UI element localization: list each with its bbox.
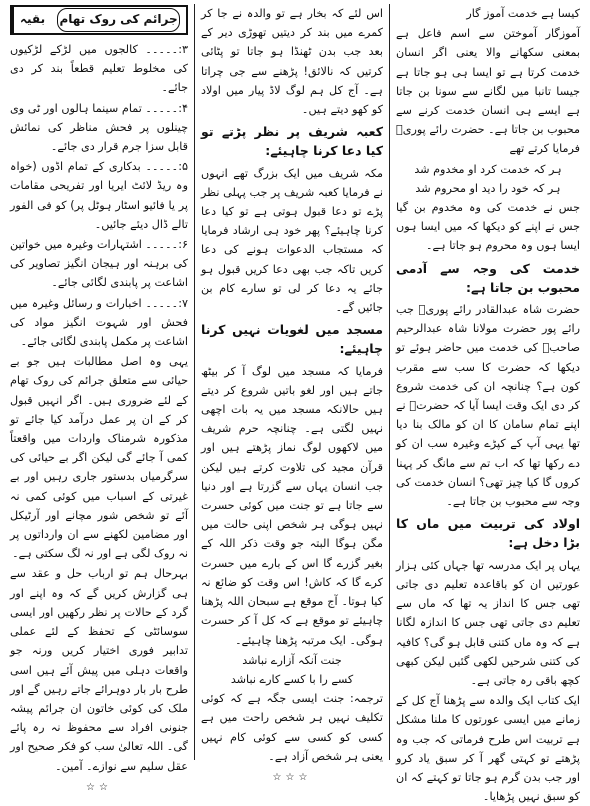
right-column xyxy=(390,4,586,804)
middle-column xyxy=(194,4,390,783)
section-heading: اولاد کی تربیت میں ماں کا بڑا دخل ہے: xyxy=(396,516,580,551)
section-heading: خدمت کی وجہ سے آدمی محبوب بن جاتا ہے: xyxy=(396,260,580,295)
paragraph: مکہ شریف میں ایک بزرگ تھے انہوں نے فرمایا کعبہ شریف پر جب پہلی نظر پڑے تو دعا قبول ہوتی ہے تو کیا دعا کرنا چاہیئے؟ پھر خود ہی ارشاد فرمایا کہ مستجاب الدعوات ہونے کی دعا کریں تاکہ جب بھی دعا کریں قبول ہو جائے یہ دعا کر لی تو سارے کام بن جائیں گے۔ xyxy=(201,166,383,315)
paragraph: جس نے خدمت کی وہ مخدوم بن گیا جس نے اپنے کو دیکھا کہ میں ایسا ہوں ایسا ہوں وہ محروم ہو جاتا ہے۔ xyxy=(396,201,580,253)
paragraph: فرمایا کہ مسجد میں لوگ آ کر بیٹھ جاتے ہیں اور لغو باتیں شروع کر دیتے ہیں حالانکہ مسجد میں یہ بات اچھی نہیں لگتی ہے۔ چنانچہ حرم شریف میں لاکھوں لوگ نماز پڑھتے ہیں اور قرآن مجید کی تلاوت کرتے ہیں لیکن جب انسان یہاں سے گزرتا ہے اور دنیا سے جاتا ہے تو جنت میں کوئی حسرت نہیں ہوگی ہر شخص اپنی حالت میں مگن ہوگا البتہ جو وقت ذکر اللہ کے بغیر گزرے گا اس کے بارے میں حسرت کرے گا کہ کاش! اس وقت کو ضائع نہ کیا ہوتا۔ آج موقع ہے سبحان اللہ پڑھنا چاہیئے تو موقع ہے کہ کل آ کر حسرت ہوگی۔ ایک مرتبہ پڑھنا چاہیئے۔ xyxy=(201,364,383,647)
paragraph: ایک کتاب ایک والدہ سے پڑھنا آج کل کے زمانے میں ایسی عورتوں کا ملنا مشکل ہے تربیت اس طرح فرماتی کہ جب وہ پڑھتے تو کہتی گھر آ کر سبق یاد کرو اور جب بدن گرم ہو جاتا تو کہتے کہ ان کو سبق نہیں پڑھایا۔ xyxy=(396,694,580,804)
demand-item: ۵:۔۔۔۔۔ بدکاری کے تمام اڈوں (خواہ وہ ریڈ لائٹ ایریا اور تفریحی مقامات پر یا فائیو اسٹار ہوٹل پر) کو فی الفور تالے ڈال دیئے جائیں۔ xyxy=(10,160,188,231)
verse-line: جنت آنکہ آزارے نباشد xyxy=(242,653,342,667)
section-heading: مسجد میں لغویات نہیں کرنا چاہیئے: xyxy=(201,322,383,357)
paragraph: کیسا ہے خدمت آموز گار xyxy=(466,7,580,20)
demand-item: ۴:۔۔۔۔۔ تمام سینما ہالوں اور ٹی وی چینلوں پر فحش مناظر کی نمائش قابل سزا جرم قرار دی جائے۔ xyxy=(10,101,188,154)
paragraph: ترجمہ: جنت ایسی جگہ ہے کہ کوئی تکلیف نہیں ہر شخص راحت میں ہے کسی کو کسی سے کوئی کام نہیں یعنی ہر شخص آزاد ہے۔ xyxy=(201,692,383,763)
section-heading: کعبہ شریف پر نظر پڑتے تو کیا دعا کرنا چاہیئے: xyxy=(201,124,383,159)
paragraph: بہرحال ہم تو ارباب حل و عقد سے ہی گزارش کریں گے کہ وہ اپنے اور گرد کے حالات پر نظر رکھیں اور ایسی سوسائٹی کے تحفظ کے لئے عملی تدابیر فوری اختیار کریں ورنہ جو واقعات دہلی میں پیش آئے ہیں اسی طرح بار بار دوہرائے جاتے رہیں گے اور ملک کی کوئی خاتون ان جرائم پیشہ جنونی افراد سے محفوظ نہ رہ پائے گی۔ اللہ تعالیٰ سب کو فکر صحیح اور عقل سلیم سے نوازے۔ آمین۔ xyxy=(10,567,188,773)
paragraph: یہاں پر ایک مدرسہ تھا جہاں کئی ہزار عورتیں ان کو باقاعدہ تعلیم دی جاتی تھی جس کا انداز یہ تھا کہ ماں سے تعلیم دی جاتی تھی جس کا اندازہ لگانا ہے کہ وہ ماں کتنی قابل ہو گی؟ کافیہ کی کتنی شرحیں لکھی گئیں لیکن کبھی کچھ باقی رہ جاتی ہے۔ xyxy=(396,558,580,687)
demand-item: ۷:۔۔۔۔۔ اخبارات و رسائل وغیرہ میں فحش اور شہوت انگیز مواد کی اشاعت پر مکمل پابندی لگائی جائے۔ xyxy=(10,296,188,349)
paragraph: آموزگار آموختن سے اسم فاعل ہے بمعنی سکھانے والا یعنی اگر انسان خدمت کرتا ہے تو ایسا ہی ہو جاتا ہے جیسا تانبا میں لگانے سے سونا بن جاتا ہے ایسے ہی انسان خدمت کرنے سے محبوب بن جاتا ہے۔ حضرت رائے پوریؒ فرمایا کرتے تھے xyxy=(396,27,580,156)
paragraph: حضرت شاہ عبدالقادر رائے پوریؒ جب رائے پور حضرت مولانا شاہ عبدالرحیم صاحبؒ کی خدمت میں حاضر ہوئے تو دیکھا کہ حضرت کا سب سے مقرب کون ہے؟ چنانچہ ان کی خدمت شروع کر دی ایک وقت ایسا آیا کہ حضرتؒ نے اپنے تمام سامان کا ان کو مالک بنا دیا تھا یہی آپ کے کپڑے وغیرہ سب ان کو دے رکھا تھا کہ اب تم سے مانگ کر پہنا کروں گا کیا چیز تھی؟ انسان خدمت کی وجہ سے محبوب بن جاتا ہے۔ xyxy=(396,303,580,509)
end-stars: ☆☆ xyxy=(86,781,112,793)
article-title: جرائم کی روک تھام xyxy=(57,8,180,31)
continued-tag: بقیہ xyxy=(12,7,51,33)
left-column xyxy=(4,4,194,793)
continued-title-box xyxy=(10,5,188,35)
verse-line: ہر کہ خدمت کرد او مخدوم شد xyxy=(414,162,562,176)
demand-item: ۳:۔۔۔۔۔ کالجوں میں لڑکے لڑکیوں کی مخلوط تعلیم قطعاً بند کر دی جائے۔ xyxy=(10,43,188,95)
demand-item: ۶:۔۔۔۔۔ اشتہارات وغیرہ میں خواتین کی برہنہ اور ہیجان انگیز تصاویر کی اشاعت پر پابندی لگائی جائے۔ xyxy=(10,238,188,290)
verse-line: کسے را با کسے کارے نباشد xyxy=(230,672,354,686)
end-stars: ☆☆☆ xyxy=(272,771,312,783)
paragraph: اس لئے کہ بخار ہے تو والدہ نے جا کر کمرے میں بند کر دیتیں تھوڑی دیر کے بعد جب بدن ٹھنڈا ہو جاتا تو پٹائی کرتیں کہ نالائق! پڑھنے سے جی چراتا ہے۔ آج کل ہم لوگ لاڈ پیار میں اولاد کو کھو دیتے ہیں۔ xyxy=(201,7,383,117)
verse-line: ہر کہ خود را دید او محروم شد xyxy=(415,181,561,195)
paragraph: یہی وہ اصل مطالبات ہیں جو بے حیائی سے متعلق جرائم کی روک تھام کے لئے ضروری ہیں۔ اگر انہیں قبول کر کے ان پر عمل درآمد کیا جائے تو مذکورہ شرمناک واردات میں واقعتاً کمی آ جائے گی لیکن اگر بے حیائی کی سرگرمیاں بدستور جاری رہیں اور بے غیرتی کے اسباب میں کوئی کمی نہ آئے تو شخص شور مچانے اور آرٹیکل اور مضامین لکھنے سے ان وارداتوں پر نہ روک لگی ہے اور نہ لگ سکتی ہے۔ xyxy=(10,355,188,561)
